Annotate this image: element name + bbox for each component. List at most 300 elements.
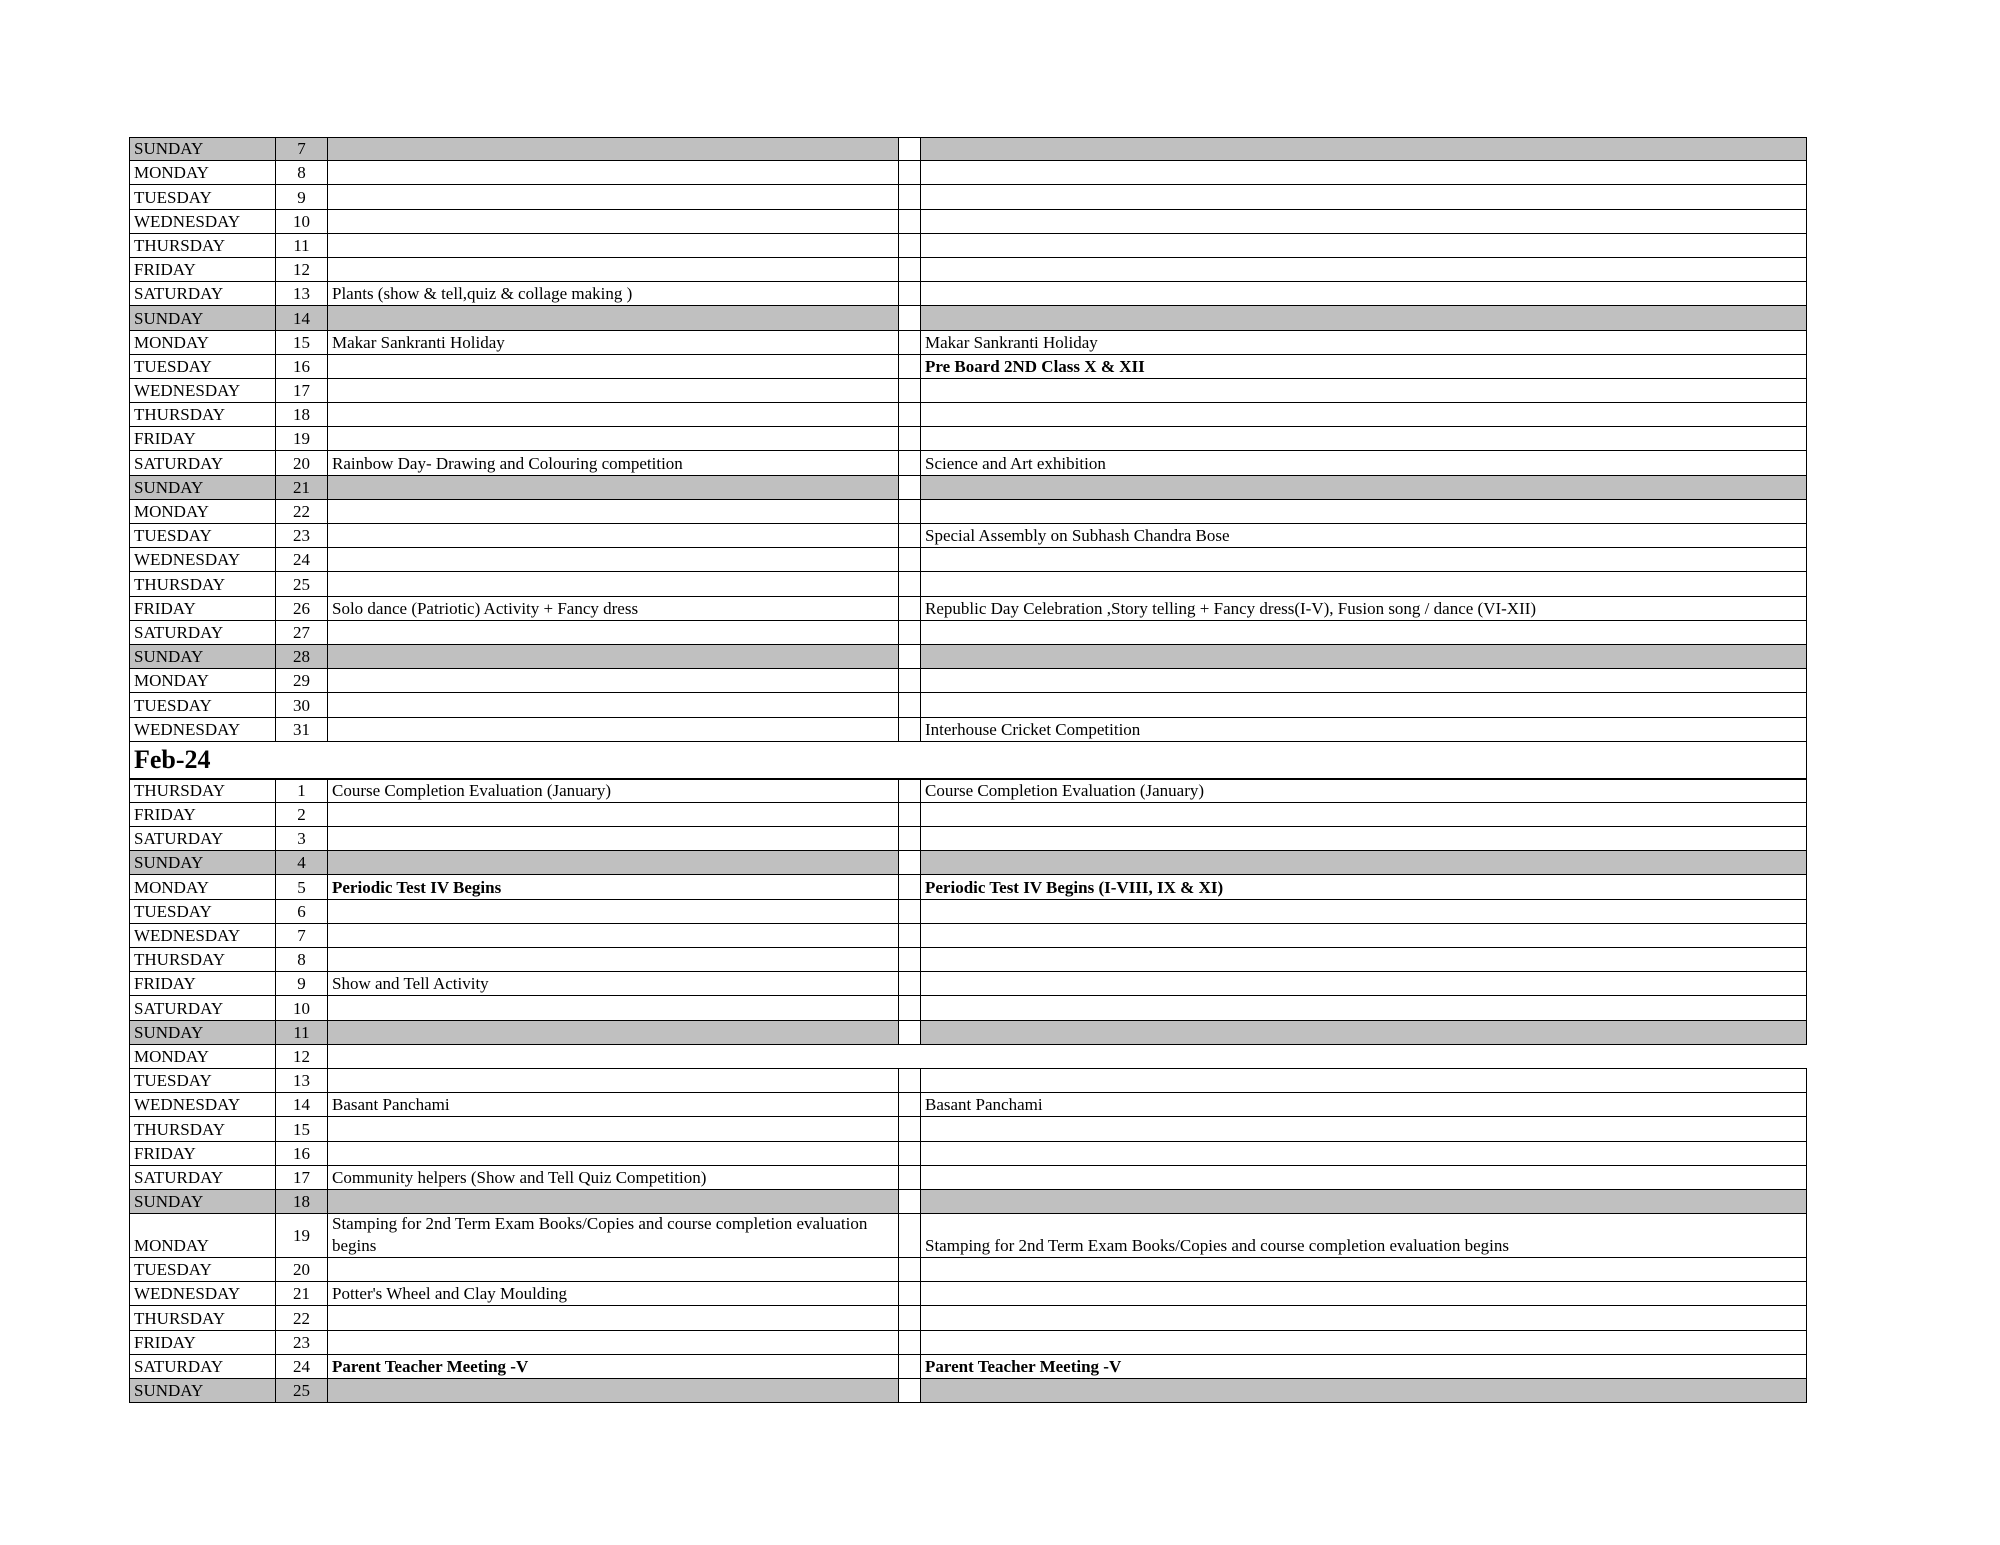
day-cell: SUNDAY: [129, 851, 276, 874]
secondary-event-cell: [921, 210, 1807, 233]
primary-event-cell: [328, 669, 899, 692]
date-cell: 2: [276, 803, 328, 826]
calendar-row: [129, 1069, 1807, 1093]
date-cell: 7: [276, 924, 328, 947]
spacer-cell: [899, 1093, 921, 1116]
spacer-cell: [899, 972, 921, 995]
day-cell: THURSDAY: [129, 1306, 276, 1329]
spacer-cell: [899, 306, 921, 329]
day-cell: WEDNESDAY: [129, 924, 276, 947]
day-cell: MONDAY: [129, 875, 276, 898]
calendar-row: [129, 282, 1807, 306]
secondary-event-cell: [921, 476, 1807, 499]
day-cell: FRIDAY: [129, 597, 276, 620]
date-cell: 17: [276, 1166, 328, 1189]
date-cell: 5: [276, 875, 328, 898]
day-cell: THURSDAY: [129, 403, 276, 426]
calendar-row: [129, 645, 1807, 669]
date-cell: 16: [276, 355, 328, 378]
spacer-cell: [899, 185, 921, 208]
spacer-cell: [899, 548, 921, 571]
secondary-event-cell: Republic Day Celebration ,Story telling + Fancy dress(I-V), Fusion song / dance (VI-XII): [921, 597, 1807, 620]
date-cell: 10: [276, 996, 328, 1019]
calendar-row: [129, 1282, 1807, 1306]
date-cell: 16: [276, 1142, 328, 1165]
calendar-row: [129, 996, 1807, 1020]
spacer-cell: [899, 476, 921, 499]
spacer-cell: [899, 331, 921, 354]
day-cell: MONDAY: [129, 331, 276, 354]
spacer-cell: [899, 780, 921, 802]
day-cell: FRIDAY: [129, 972, 276, 995]
primary-event-cell: [328, 234, 899, 257]
month-heading: Feb-24: [129, 742, 1807, 779]
date-cell: 21: [276, 476, 328, 499]
calendar-row: [129, 234, 1807, 258]
secondary-event-cell: Makar Sankranti Holiday: [921, 331, 1807, 354]
calendar-row: [129, 803, 1807, 827]
date-cell: 11: [276, 1021, 328, 1044]
day-cell: WEDNESDAY: [129, 718, 276, 741]
date-cell: 14: [276, 306, 328, 329]
spacer-cell: [899, 1166, 921, 1189]
secondary-event-cell: Parent Teacher Meeting -V: [921, 1355, 1807, 1378]
day-cell: SATURDAY: [129, 451, 276, 474]
day-cell: SUNDAY: [129, 645, 276, 668]
day-cell: MONDAY: [129, 161, 276, 184]
primary-event-cell: [328, 572, 899, 595]
calendar-row: [129, 306, 1807, 330]
day-cell: MONDAY: [129, 669, 276, 692]
day-cell: WEDNESDAY: [129, 379, 276, 402]
primary-event-cell: [328, 1069, 899, 1092]
spacer-cell: [899, 1379, 921, 1402]
spacer-cell: [899, 524, 921, 547]
day-cell: TUESDAY: [129, 693, 276, 716]
spacer-cell: [899, 282, 921, 305]
day-cell: SUNDAY: [129, 476, 276, 499]
date-cell: 22: [276, 500, 328, 523]
spacer-cell: [899, 427, 921, 450]
secondary-event-cell: [921, 161, 1807, 184]
spacer-cell: [899, 996, 921, 1019]
secondary-event-cell: [921, 1190, 1807, 1213]
date-cell: 25: [276, 572, 328, 595]
secondary-event-cell: [921, 427, 1807, 450]
calendar-row: [129, 1379, 1807, 1403]
date-cell: 19: [276, 427, 328, 450]
calendar-row: [129, 572, 1807, 596]
calendar-row: [129, 1306, 1807, 1330]
secondary-event-cell: [921, 1045, 1807, 1068]
primary-event-cell: Solo dance (Patriotic) Activity + Fancy dress: [328, 597, 899, 620]
spacer-cell: [899, 1045, 921, 1068]
spacer-cell: [899, 403, 921, 426]
primary-event-cell: [328, 1306, 899, 1329]
calendar-row: [129, 403, 1807, 427]
primary-event-cell: Rainbow Day- Drawing and Colouring competition: [328, 451, 899, 474]
date-cell: 7: [276, 138, 328, 160]
spacer-cell: [899, 948, 921, 971]
primary-event-cell: [328, 1045, 899, 1068]
spacer-cell: [899, 379, 921, 402]
calendar-row: [129, 900, 1807, 924]
date-cell: 26: [276, 597, 328, 620]
date-cell: 27: [276, 621, 328, 644]
spacer-cell: [899, 875, 921, 898]
date-cell: 6: [276, 900, 328, 923]
secondary-event-cell: [921, 1021, 1807, 1044]
day-cell: SUNDAY: [129, 138, 276, 160]
calendar-row: [129, 1190, 1807, 1214]
day-cell: FRIDAY: [129, 1331, 276, 1354]
date-cell: 17: [276, 379, 328, 402]
day-cell: THURSDAY: [129, 1117, 276, 1140]
secondary-event-cell: Course Completion Evaluation (January): [921, 780, 1807, 802]
primary-event-cell: [328, 427, 899, 450]
primary-event-cell: [328, 500, 899, 523]
secondary-event-cell: [921, 1069, 1807, 1092]
primary-event-cell: [328, 924, 899, 947]
date-cell: 15: [276, 1117, 328, 1140]
spacer-cell: [899, 138, 921, 160]
primary-event-cell: [328, 1331, 899, 1354]
date-cell: 12: [276, 1045, 328, 1068]
date-cell: 9: [276, 972, 328, 995]
spacer-cell: [899, 451, 921, 474]
spacer-cell: [899, 500, 921, 523]
secondary-event-cell: [921, 403, 1807, 426]
date-cell: 18: [276, 1190, 328, 1213]
secondary-event-cell: [921, 1306, 1807, 1329]
calendar-row: [129, 693, 1807, 717]
day-cell: FRIDAY: [129, 1142, 276, 1165]
secondary-event-cell: [921, 234, 1807, 257]
day-cell: FRIDAY: [129, 258, 276, 281]
day-cell: MONDAY: [129, 500, 276, 523]
spacer-cell: [899, 355, 921, 378]
spacer-cell: [899, 1355, 921, 1378]
secondary-event-cell: [921, 1166, 1807, 1189]
primary-event-cell: Course Completion Evaluation (January): [328, 780, 899, 802]
day-cell: SUNDAY: [129, 1190, 276, 1213]
calendar-row: [129, 1166, 1807, 1190]
spacer-cell: [899, 1190, 921, 1213]
calendar-sheet: [129, 137, 1807, 1403]
spacer-cell: [899, 718, 921, 741]
date-cell: 8: [276, 161, 328, 184]
primary-event-cell: [328, 827, 899, 850]
calendar-row: [129, 1093, 1807, 1117]
day-cell: MONDAY: [129, 1045, 276, 1068]
spacer-cell: [899, 234, 921, 257]
primary-event-cell: [328, 138, 899, 160]
date-cell: 3: [276, 827, 328, 850]
day-cell: TUESDAY: [129, 900, 276, 923]
spacer-cell: [899, 669, 921, 692]
day-cell: WEDNESDAY: [129, 210, 276, 233]
calendar-row: [129, 451, 1807, 475]
primary-event-cell: Plants (show & tell,quiz & collage making ): [328, 282, 899, 305]
primary-event-cell: [328, 185, 899, 208]
day-cell: THURSDAY: [129, 572, 276, 595]
day-cell: TUESDAY: [129, 1258, 276, 1281]
calendar-row: [129, 427, 1807, 451]
calendar-row: [129, 1214, 1807, 1258]
calendar-row: [129, 1355, 1807, 1379]
calendar-row: [129, 137, 1807, 161]
primary-event-cell: [328, 524, 899, 547]
date-cell: 28: [276, 645, 328, 668]
secondary-event-cell: [921, 900, 1807, 923]
secondary-event-cell: [921, 803, 1807, 826]
spacer-cell: [899, 1021, 921, 1044]
primary-event-cell: [328, 210, 899, 233]
secondary-event-cell: [921, 645, 1807, 668]
secondary-event-cell: [921, 1282, 1807, 1305]
secondary-event-cell: [921, 306, 1807, 329]
day-cell: THURSDAY: [129, 948, 276, 971]
date-cell: 14: [276, 1093, 328, 1116]
primary-event-cell: [328, 355, 899, 378]
calendar-row: [129, 185, 1807, 209]
primary-event-cell: [328, 621, 899, 644]
spacer-cell: [899, 803, 921, 826]
secondary-event-cell: Pre Board 2ND Class X & XII: [921, 355, 1807, 378]
primary-event-cell: [328, 718, 899, 741]
secondary-event-cell: [921, 972, 1807, 995]
primary-event-cell: Community helpers (Show and Tell Quiz Competition): [328, 1166, 899, 1189]
secondary-event-cell: [921, 258, 1807, 281]
secondary-event-cell: [921, 924, 1807, 947]
spacer-cell: [899, 161, 921, 184]
primary-event-cell: [328, 306, 899, 329]
calendar-row: [129, 924, 1807, 948]
calendar-row: [129, 1258, 1807, 1282]
calendar-row: [129, 379, 1807, 403]
secondary-event-cell: [921, 693, 1807, 716]
primary-event-cell: Makar Sankranti Holiday: [328, 331, 899, 354]
spacer-cell: [899, 572, 921, 595]
secondary-event-cell: [921, 500, 1807, 523]
primary-event-cell: Parent Teacher Meeting -V: [328, 1355, 899, 1378]
day-cell: TUESDAY: [129, 185, 276, 208]
secondary-event-cell: [921, 379, 1807, 402]
secondary-event-cell: [921, 282, 1807, 305]
calendar-row: [129, 875, 1807, 899]
primary-event-cell: [328, 403, 899, 426]
secondary-event-cell: [921, 1379, 1807, 1402]
primary-event-cell: [328, 1117, 899, 1140]
secondary-event-cell: [921, 1142, 1807, 1165]
calendar-row: [129, 1021, 1807, 1045]
day-cell: FRIDAY: [129, 803, 276, 826]
date-cell: 20: [276, 1258, 328, 1281]
day-cell: WEDNESDAY: [129, 1282, 276, 1305]
day-cell: THURSDAY: [129, 780, 276, 802]
secondary-event-cell: [921, 996, 1807, 1019]
date-cell: 13: [276, 282, 328, 305]
date-cell: 10: [276, 210, 328, 233]
primary-event-cell: [328, 693, 899, 716]
spacer-cell: [899, 900, 921, 923]
day-cell: WEDNESDAY: [129, 1093, 276, 1116]
secondary-event-cell: Stamping for 2nd Term Exam Books/Copies and course completion evaluation begins: [921, 1214, 1807, 1257]
date-cell: 25: [276, 1379, 328, 1402]
spacer-cell: [899, 693, 921, 716]
primary-event-cell: Show and Tell Activity: [328, 972, 899, 995]
day-cell: SATURDAY: [129, 1166, 276, 1189]
date-cell: 20: [276, 451, 328, 474]
date-cell: 1: [276, 780, 328, 802]
day-cell: SUNDAY: [129, 1021, 276, 1044]
date-cell: 15: [276, 331, 328, 354]
day-cell: FRIDAY: [129, 427, 276, 450]
primary-event-cell: [328, 476, 899, 499]
day-cell: TUESDAY: [129, 1069, 276, 1092]
spacer-cell: [899, 1117, 921, 1140]
secondary-event-cell: [921, 138, 1807, 160]
date-cell: 23: [276, 1331, 328, 1354]
spacer-cell: [899, 210, 921, 233]
date-cell: 21: [276, 1282, 328, 1305]
calendar-row: [129, 1331, 1807, 1355]
primary-event-cell: [328, 1258, 899, 1281]
secondary-event-cell: [921, 1258, 1807, 1281]
primary-event-cell: [328, 803, 899, 826]
calendar-row: [129, 210, 1807, 234]
day-cell: SATURDAY: [129, 1355, 276, 1378]
secondary-event-cell: [921, 948, 1807, 971]
day-cell: WEDNESDAY: [129, 548, 276, 571]
secondary-event-cell: [921, 548, 1807, 571]
secondary-event-cell: Special Assembly on Subhash Chandra Bose: [921, 524, 1807, 547]
day-cell: TUESDAY: [129, 355, 276, 378]
spacer-cell: [899, 827, 921, 850]
spacer-cell: [899, 1069, 921, 1092]
primary-event-cell: [328, 1021, 899, 1044]
date-cell: 12: [276, 258, 328, 281]
calendar-row: [129, 1045, 1807, 1069]
primary-event-cell: [328, 851, 899, 874]
calendar-row: [129, 1142, 1807, 1166]
calendar-row: [129, 476, 1807, 500]
day-cell: SATURDAY: [129, 621, 276, 644]
date-cell: 24: [276, 548, 328, 571]
secondary-event-cell: Interhouse Cricket Competition: [921, 718, 1807, 741]
date-cell: 30: [276, 693, 328, 716]
date-cell: 18: [276, 403, 328, 426]
primary-event-cell: [328, 1190, 899, 1213]
date-cell: 31: [276, 718, 328, 741]
day-cell: SATURDAY: [129, 996, 276, 1019]
date-cell: 22: [276, 1306, 328, 1329]
primary-event-cell: [328, 161, 899, 184]
spacer-cell: [899, 851, 921, 874]
spacer-cell: [899, 1306, 921, 1329]
date-cell: 19: [276, 1214, 328, 1257]
secondary-event-cell: [921, 1331, 1807, 1354]
calendar-row: [129, 669, 1807, 693]
primary-event-cell: [328, 948, 899, 971]
spacer-cell: [899, 1331, 921, 1354]
spacer-cell: [899, 621, 921, 644]
spacer-cell: [899, 1142, 921, 1165]
secondary-event-cell: [921, 827, 1807, 850]
calendar-row: [129, 948, 1807, 972]
calendar-row: [129, 258, 1807, 282]
calendar-row: [129, 500, 1807, 524]
calendar-row: [129, 597, 1807, 621]
primary-event-cell: Potter's Wheel and Clay Moulding: [328, 1282, 899, 1305]
january-table: [129, 137, 1807, 742]
day-cell: MONDAY: [129, 1214, 276, 1257]
date-cell: 11: [276, 234, 328, 257]
primary-event-cell: [328, 1379, 899, 1402]
calendar-row: [129, 161, 1807, 185]
calendar-row: [129, 621, 1807, 645]
day-cell: SUNDAY: [129, 306, 276, 329]
calendar-row: [129, 524, 1807, 548]
primary-event-cell: [328, 548, 899, 571]
secondary-event-cell: [921, 669, 1807, 692]
secondary-event-cell: [921, 185, 1807, 208]
primary-event-cell: [328, 1142, 899, 1165]
day-cell: SUNDAY: [129, 1379, 276, 1402]
secondary-event-cell: Science and Art exhibition: [921, 451, 1807, 474]
primary-event-cell: [328, 996, 899, 1019]
date-cell: 9: [276, 185, 328, 208]
spacer-cell: [899, 924, 921, 947]
primary-event-cell: [328, 645, 899, 668]
calendar-row: [129, 718, 1807, 742]
primary-event-cell: Stamping for 2nd Term Exam Books/Copies and course completion evaluation begins: [328, 1214, 899, 1257]
date-cell: 4: [276, 851, 328, 874]
date-cell: 23: [276, 524, 328, 547]
calendar-row: [129, 1117, 1807, 1141]
secondary-event-cell: [921, 851, 1807, 874]
date-cell: 29: [276, 669, 328, 692]
secondary-event-cell: [921, 572, 1807, 595]
primary-event-cell: [328, 258, 899, 281]
secondary-event-cell: [921, 621, 1807, 644]
primary-event-cell: [328, 900, 899, 923]
date-cell: 24: [276, 1355, 328, 1378]
spacer-cell: [899, 258, 921, 281]
calendar-row: [129, 972, 1807, 996]
calendar-row: [129, 331, 1807, 355]
secondary-event-cell: [921, 1117, 1807, 1140]
spacer-cell: [899, 645, 921, 668]
primary-event-cell: Basant Panchami: [328, 1093, 899, 1116]
day-cell: SATURDAY: [129, 827, 276, 850]
spacer-cell: [899, 1258, 921, 1281]
day-cell: TUESDAY: [129, 524, 276, 547]
calendar-row: [129, 355, 1807, 379]
spacer-cell: [899, 1214, 921, 1257]
calendar-row: [129, 827, 1807, 851]
primary-event-cell: [328, 379, 899, 402]
secondary-event-cell: Periodic Test IV Begins (I-VIII, IX & XI): [921, 875, 1807, 898]
date-cell: 8: [276, 948, 328, 971]
day-cell: THURSDAY: [129, 234, 276, 257]
day-cell: SATURDAY: [129, 282, 276, 305]
primary-event-cell: Periodic Test IV Begins: [328, 875, 899, 898]
february-table: [129, 779, 1807, 1404]
spacer-cell: [899, 597, 921, 620]
spacer-cell: [899, 1282, 921, 1305]
date-cell: 13: [276, 1069, 328, 1092]
